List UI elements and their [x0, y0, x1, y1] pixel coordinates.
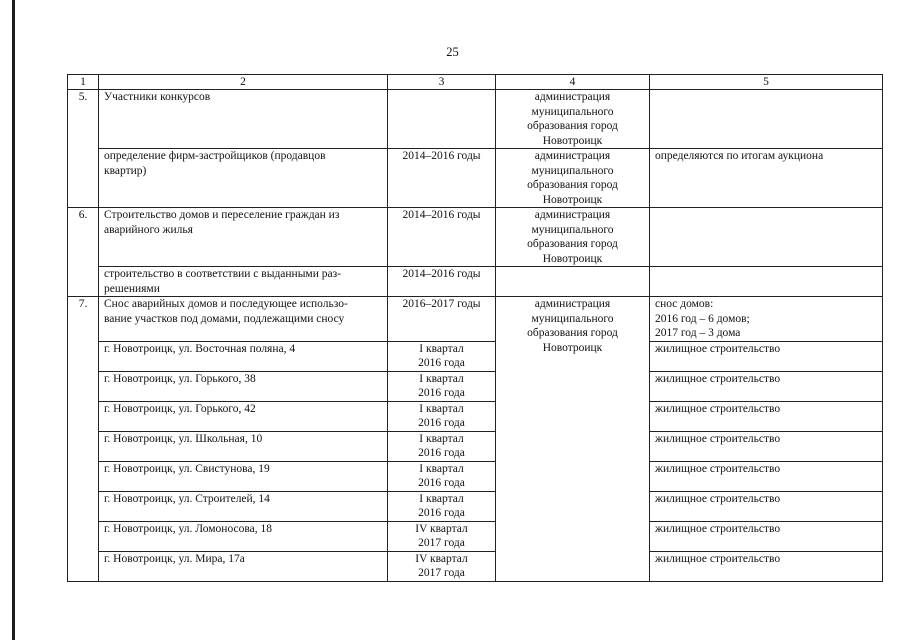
- text-line: образования город: [527, 120, 618, 132]
- table-row: [68, 90, 883, 149]
- period-cell: [388, 521, 496, 551]
- text-line: администрация: [534, 150, 611, 162]
- column-number: 4: [496, 75, 650, 90]
- result-cell: определяются по итогам аукциона: [650, 149, 883, 208]
- period-cell: [388, 551, 496, 581]
- address-cell: г. Новотроицк, ул. Свистунова, 19: [99, 461, 388, 491]
- use-cell: жилищное строительство: [650, 461, 883, 491]
- activity-text: [99, 208, 388, 267]
- text-line: квартир): [104, 164, 147, 177]
- table-row: [68, 149, 883, 208]
- table-row: [68, 267, 883, 297]
- activity-text: [99, 149, 388, 208]
- text-line: муниципального: [531, 105, 614, 118]
- column-number: 1: [68, 75, 99, 90]
- text-line: 2017 года: [418, 537, 465, 549]
- executor-cell: [496, 297, 650, 582]
- text-line: I квартал: [419, 432, 464, 445]
- table-row: [68, 521, 883, 551]
- text-line: 2017 год – 3 дома: [655, 327, 741, 339]
- text-line: I квартал: [419, 402, 464, 415]
- result-cell: [650, 90, 883, 149]
- use-cell: жилищное строительство: [650, 431, 883, 461]
- use-cell: жилищное строительство: [650, 551, 883, 581]
- program-table: [67, 74, 883, 582]
- text-line: Участники конкурсов: [104, 91, 211, 103]
- result-cell: [650, 208, 883, 267]
- text-line: 2016 года: [418, 477, 465, 489]
- column-number: 3: [388, 75, 496, 90]
- activity-text: [99, 297, 388, 342]
- table-row: [68, 431, 883, 461]
- address-cell: г. Новотроицк, ул. Горького, 42: [99, 401, 388, 431]
- period-cell: [388, 90, 496, 149]
- executor-cell: [496, 149, 650, 208]
- text-line: муниципального: [531, 164, 614, 177]
- address-cell: г. Новотроицк, ул. Горького, 38: [99, 371, 388, 401]
- use-cell: жилищное строительство: [650, 491, 883, 521]
- period-cell: [388, 401, 496, 431]
- executor-cell: [496, 267, 650, 297]
- period-cell: [388, 461, 496, 491]
- result-cell: [650, 297, 883, 342]
- activity-text: [99, 267, 388, 297]
- column-number: 5: [650, 75, 883, 90]
- text-line: Новотроицк: [542, 341, 603, 354]
- text-line: образования город: [527, 327, 618, 339]
- use-cell: жилищное строительство: [650, 401, 883, 431]
- use-cell: жилищное строительство: [650, 341, 883, 371]
- period-cell: 2016–2017 годы: [388, 297, 496, 342]
- period-cell: 2014–2016 годы: [388, 267, 496, 297]
- text-line: Новотроицк: [542, 252, 603, 265]
- text-line: определение фирм-застройщиков (продавцов: [104, 150, 326, 162]
- text-line: I квартал: [419, 342, 464, 355]
- text-line: администрация: [534, 209, 611, 221]
- row-number: 5.: [68, 90, 99, 208]
- address-cell: г. Новотроицк, ул. Мира, 17а: [99, 551, 388, 581]
- address-cell: г. Новотроицк, ул. Строителей, 14: [99, 491, 388, 521]
- address-cell: г. Новотроицк, ул. Ломоносова, 18: [99, 521, 388, 551]
- text-line: 2016 года: [418, 447, 465, 459]
- period-cell: [388, 341, 496, 371]
- text-line: образования город: [527, 238, 618, 250]
- text-line: Новотроицк: [542, 193, 603, 206]
- text-line: вание участков под домами, подлежащими сносу: [104, 312, 345, 325]
- text-line: администрация: [534, 91, 611, 103]
- column-number: 2: [99, 75, 388, 90]
- text-line: I квартал: [419, 462, 464, 475]
- text-line: 2016 года: [418, 357, 465, 369]
- table-row: [68, 208, 883, 267]
- text-line: 2016 года: [418, 387, 465, 399]
- text-line: Новотроицк: [542, 134, 603, 147]
- activity-text: [99, 90, 388, 149]
- row-number: 7.: [68, 297, 99, 582]
- text-line: решениями: [104, 282, 160, 295]
- table-row: [68, 401, 883, 431]
- text-line: образования город: [527, 179, 618, 191]
- address-cell: г. Новотроицк, ул. Школьная, 10: [99, 431, 388, 461]
- text-line: 2017 года: [418, 567, 465, 579]
- use-cell: жилищное строительство: [650, 521, 883, 551]
- text-line: IV квартал: [415, 552, 468, 565]
- column-number-row: [68, 75, 883, 90]
- page-number: 25: [446, 45, 459, 59]
- text-line: IV квартал: [415, 522, 468, 535]
- text-line: администрация: [534, 298, 611, 310]
- text-line: 2016 год – 6 домов;: [655, 312, 750, 325]
- use-cell: жилищное строительство: [650, 371, 883, 401]
- text-line: I квартал: [419, 372, 464, 385]
- executor-cell: [496, 90, 650, 149]
- period-cell: [388, 491, 496, 521]
- table-row: [68, 461, 883, 491]
- text-line: 2016 года: [418, 507, 465, 519]
- period-cell: 2014–2016 годы: [388, 208, 496, 267]
- result-cell: [650, 267, 883, 297]
- table-row: [68, 491, 883, 521]
- period-cell: [388, 431, 496, 461]
- text-line: муниципального: [531, 312, 614, 325]
- table-row: [68, 371, 883, 401]
- text-line: Снос аварийных домов и последующее использо-: [104, 298, 348, 310]
- text-line: муниципального: [531, 223, 614, 236]
- text-line: аварийного жилья: [104, 223, 193, 236]
- row-number: 6.: [68, 208, 99, 297]
- table-row: [68, 341, 883, 371]
- text-line: 2016 года: [418, 417, 465, 429]
- scan-edge-line: [12, 0, 15, 640]
- period-cell: [388, 371, 496, 401]
- period-cell: 2014–2016 годы: [388, 149, 496, 208]
- text-line: снос домов:: [655, 298, 714, 310]
- address-cell: г. Новотроицк, ул. Восточная поляна, 4: [99, 341, 388, 371]
- text-line: I квартал: [419, 492, 464, 505]
- table-row: [68, 551, 883, 581]
- text-line: строительство в соответствии с выданными раз-: [104, 268, 341, 280]
- executor-cell: [496, 208, 650, 267]
- table-row: [68, 297, 883, 342]
- text-line: Строительство домов и переселение граждан из: [104, 209, 340, 221]
